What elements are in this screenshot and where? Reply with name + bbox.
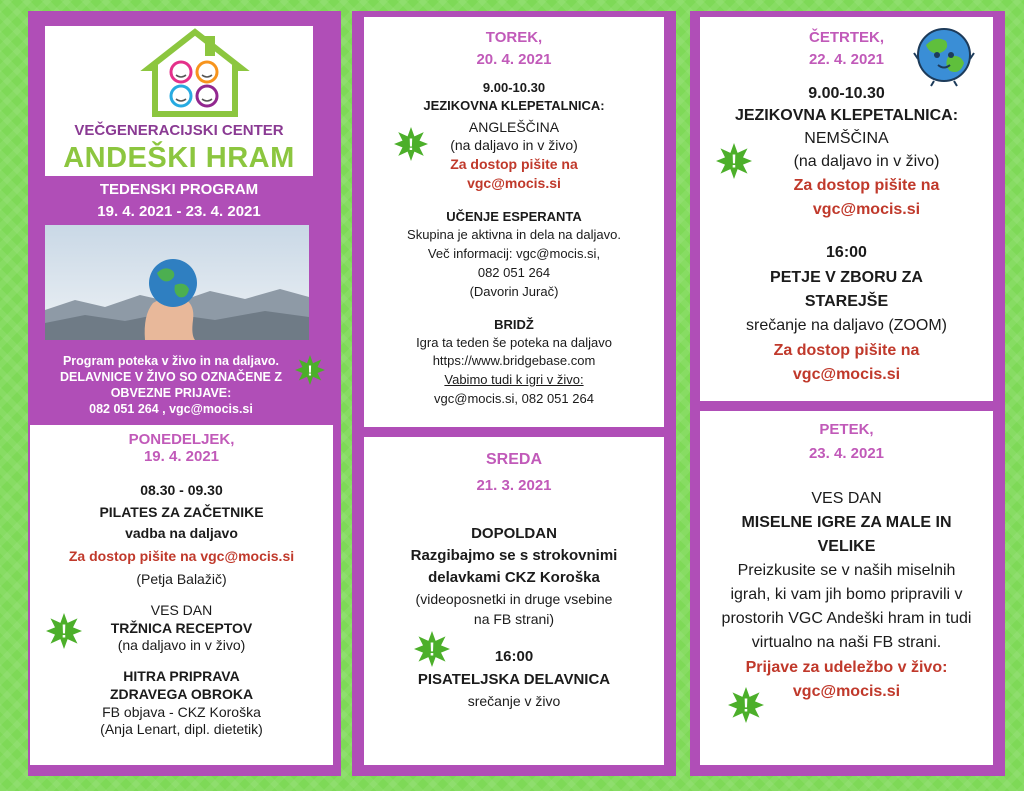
thursday-event1-lang: NEMŠČINA — [804, 130, 889, 147]
friday-date: 23. 4. 2021 — [808, 445, 885, 462]
monday-day: PONEDELJEK, — [128, 431, 235, 448]
friday-desc-2: igrah, ki vam jih bomo pripravili v — [730, 586, 963, 603]
thursday-card — [700, 17, 993, 401]
tuesday-event2-line-2: Več informacij: vgc@mocis.si, — [427, 246, 601, 261]
star-burst-icon — [295, 355, 325, 385]
star-burst-icon — [46, 613, 82, 649]
wednesday-card — [364, 437, 664, 765]
tuesday-day: TOREK, — [485, 29, 543, 46]
program-title: TEDENSKI PROGRAM — [99, 181, 259, 198]
thursday-event2-sub: srečanje na daljavo (ZOOM) — [746, 317, 947, 334]
tuesday-event2-title: UČENJE ESPERANTA — [446, 209, 582, 224]
wednesday-event1-sub-1: (videoposnetki in druge vsebine — [415, 591, 613, 607]
tuesday-event3-line-3: Vabimo tudi k igri v živo: — [444, 372, 584, 387]
friday-desc-1: Preizkusite se v naših miselnih — [737, 562, 956, 579]
thursday-event1-contact-1: Za dostop pišite na — [793, 177, 940, 194]
tuesday-date: 20. 4. 2021 — [476, 51, 552, 68]
tuesday-event1-contact-2: vgc@mocis.si — [467, 175, 561, 191]
tuesday-event3-title: BRIDŽ — [494, 317, 534, 332]
tuesday-event1-sub: (na daljavo in v živo) — [450, 137, 578, 153]
tuesday-event3-line-1: Igra ta teden še poteka na daljavo — [416, 335, 612, 350]
svg-text:!: ! — [731, 151, 737, 172]
wednesday-event2-sub: srečanje v živo — [467, 693, 561, 709]
tuesday-event1-title: JEZIKOVNA KLEPETALNICA: — [423, 98, 605, 113]
monday-event1-person: (Petja Balažič) — [136, 571, 227, 587]
svg-text:!: ! — [743, 695, 749, 716]
friday-when: VES DAN — [811, 490, 882, 507]
monday-time: 08.30 - 09.30 — [140, 482, 223, 498]
thursday-event2-contact-2: vgc@mocis.si — [792, 366, 901, 383]
thursday-event2-title-2: STAREJŠE — [804, 293, 889, 310]
monday-event3-sub: FB objava - CKZ Koroška — [102, 704, 261, 720]
friday-title-1: MISELNE IGRE ZA MALE IN — [741, 514, 952, 531]
friday-desc-4: virtualno na naši FB strani. — [751, 634, 942, 651]
wednesday-event2-title: PISATELJSKA DELAVNICA — [417, 671, 611, 688]
thursday-day: ČETRTEK, — [809, 29, 884, 46]
monday-event2-sub: (na daljavo in v živo) — [117, 637, 246, 653]
wednesday-event2-time: 16:00 — [494, 648, 534, 665]
monday-card — [30, 425, 333, 765]
wednesday-event1-when: DOPOLDAN — [471, 525, 557, 542]
logo-card — [45, 26, 313, 176]
notice-line-1: Program poteka v živo in na daljavo. — [62, 354, 280, 368]
logo-line-1: VEČGENERACIJSKI CENTER — [74, 122, 284, 139]
friday-title-2: VELIKE — [817, 538, 876, 555]
notice-line-2: DELAVNICE V ŽIVO SO OZNAČENE Z — [59, 370, 282, 384]
tuesday-event1-lang: ANGLEŠČINA — [468, 119, 560, 135]
earth-character-icon — [912, 23, 976, 87]
tuesday-event1-contact-1: Za dostop pišite na — [450, 156, 578, 172]
monday-event1-title: PILATES ZA ZAČETNIKE — [99, 504, 264, 520]
wednesday-date: 21. 3. 2021 — [476, 477, 552, 494]
friday-day: PETEK, — [819, 421, 874, 438]
friday-desc-3: prostorih VGC Andeški hram in tudi — [721, 610, 972, 627]
svg-text:!: ! — [307, 362, 313, 380]
notice-line-4: 082 051 264 , vgc@mocis.si — [89, 402, 253, 416]
thursday-time: 9.00-10.30 — [808, 85, 885, 102]
tuesday-event2-line-1: Skupina je aktivna in dela na daljavo. — [407, 227, 621, 242]
svg-text:!: ! — [61, 621, 67, 642]
thursday-event2-contact-1: Za dostop pišite na — [773, 342, 920, 359]
tuesday-event3-line-4: vgc@mocis.si, 082 051 264 — [434, 391, 594, 406]
monday-event1-contact: Za dostop pišite na vgc@mocis.si — [68, 548, 295, 564]
program-dates: 19. 4. 2021 - 23. 4. 2021 — [97, 203, 261, 220]
friday-card — [700, 411, 993, 765]
monday-date: 19. 4. 2021 — [143, 448, 220, 465]
tuesday-event3-line-2: https://www.bridgebase.com — [432, 353, 596, 368]
svg-text:!: ! — [408, 134, 414, 154]
wednesday-day: SREDA — [485, 451, 542, 468]
thursday-date: 22. 4. 2021 — [808, 51, 885, 68]
tuesday-event2-line-4: (Davorin Jurač) — [469, 284, 559, 299]
star-burst-icon — [414, 631, 450, 667]
thursday-event2-time: 16:00 — [826, 244, 867, 261]
thursday-event1-title: JEZIKOVNA KLEPETALNICA: — [734, 107, 959, 124]
house-logo-icon — [135, 28, 255, 118]
wednesday-event1-title-1: Razgibajmo se s strokovnimi — [410, 547, 618, 564]
tuesday-event2-line-3: 082 051 264 — [477, 265, 551, 280]
tuesday-card — [364, 17, 664, 427]
thursday-event1-sub: (na daljavo in v živo) — [793, 153, 940, 170]
wednesday-event1-title-2: delavkami CKZ Koroška — [428, 569, 600, 586]
star-burst-icon — [394, 127, 428, 161]
notice-line-3: OBVEZNE PRIJAVE: — [110, 386, 232, 400]
svg-text:!: ! — [429, 639, 435, 660]
monday-event3-title-2: ZDRAVEGA OBROKA — [109, 686, 254, 702]
monday-event2-title: TRŽNICA RECEPTOV — [110, 620, 253, 636]
star-burst-icon — [716, 143, 752, 179]
thursday-event2-title-1: PETJE V ZBORU ZA — [770, 269, 923, 286]
monday-event1-sub: vadba na daljavo — [125, 525, 238, 541]
friday-contact-1: Prijave za udeležbo v živo: — [745, 659, 948, 676]
friday-contact-2: vgc@mocis.si — [792, 683, 901, 700]
globe-hand-photo — [45, 225, 309, 340]
monday-event2-when: VES DAN — [150, 602, 213, 618]
notice-text — [40, 353, 302, 417]
logo-line-2: ANDEŠKI HRAM — [63, 142, 295, 174]
monday-event3-title-1: HITRA PRIPRAVA — [123, 668, 240, 684]
monday-event3-person: (Anja Lenart, dipl. dietetik) — [100, 721, 263, 737]
star-burst-icon — [728, 687, 764, 723]
wednesday-event1-sub-2: na FB strani) — [473, 611, 555, 627]
tuesday-time: 9.00-10.30 — [482, 80, 546, 95]
thursday-event1-contact-2: vgc@mocis.si — [812, 201, 921, 218]
